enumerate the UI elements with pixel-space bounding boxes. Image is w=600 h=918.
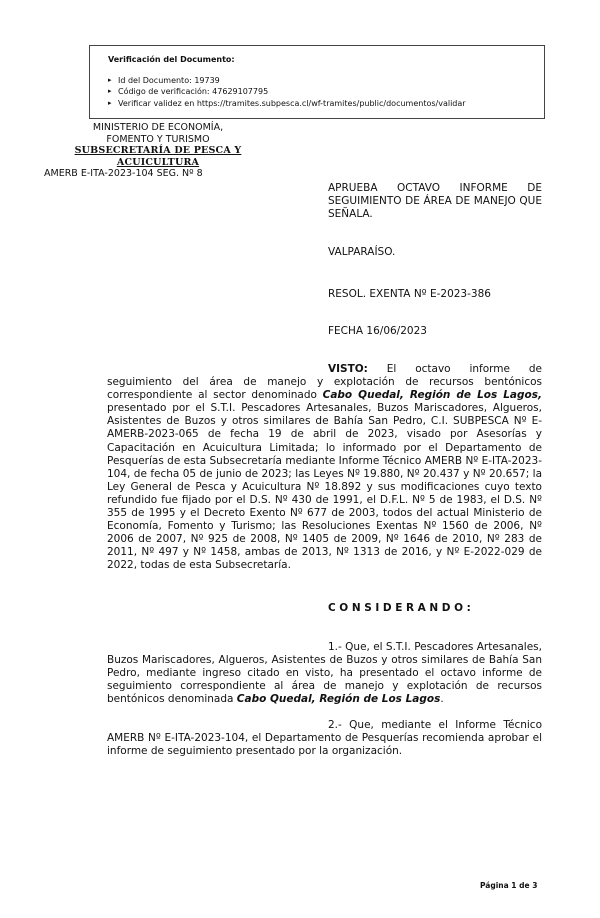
ministry-name: MINISTERIO DE ECONOMÍA, [92, 122, 224, 133]
verification-list [108, 75, 544, 110]
resolution-number: RESOL. EXENTA Nº E-2023-386 [328, 288, 491, 300]
verification-title: Verificación del Documento: [108, 55, 235, 64]
considerando-1 [107, 641, 542, 706]
bullet-icon: ▸ [108, 75, 112, 84]
visto-label: VISTO: [328, 363, 368, 375]
considerando-1-text: 1.- Que, el S.T.I. Pescadores Artesanales, Buzos Mariscadores, Algueros, Asistentes de Buzos y otros similares de Bahía San Pedro, mediante ingreso citado en visto, ha presentado el octavo informe de seguimiento correspondiente al área de manejo y explotación de recursos bentónicos denominada [107, 641, 542, 706]
visto-text-2: presentado por el S.T.I. Pescadores Artesanales, Buzos Mariscadores, Algueros, Asistentes de Buzos y otros similares de Bahía San Pedro, C.I. SUBPESCA Nº E-AMERB-2023-065 de fecha 19 de abril de 2023, visado por Asesorías y Capacitación en Acuicultura Limitada; lo informado por el Departamento de Pesquerías de esta Subsecretaría mediante Informe Técnico AMERB Nº E-ITA-2023-104, de fecha 05 de junio de 2023; las Leyes Nº 19.880, Nº 20.437 y Nº 20.657; la Ley General de Pesca y Acuicultura Nº 18.892 y sus modificaciones cuyo texto refundido fue fijado por el D.S. Nº 430 de 1991, el D.F.L. Nº 5 de 1983, el D.S. Nº 355 de 1995 y el Decreto Exento Nº 677 de 2003, todos del actual Ministerio de Economía, Fomento y Turismo; las Resoluciones Exentas Nº 1560 de 2006, Nº 2006 de 2007, Nº 925 de 2008, Nº 1405 de 2009, Nº 1646 de 2010, Nº 283 de 2011, Nº 497 y Nº 1458, ambas de 2013, Nº 1313 de 2016, y Nº E-2022-029 de 2022, todas de esta Subsecretaría. [107, 402, 542, 572]
amerb-reference: AMERB E-ITA-2023-104 SEG. Nº 8 [44, 168, 203, 179]
document-subject: APRUEBA OCTAVO INFORME DE SEGUIMIENTO DE ÁREA DE MANEJO QUE SEÑALA. [328, 182, 542, 220]
resolution-date: FECHA 16/06/2023 [328, 325, 427, 337]
verification-item [108, 86, 544, 98]
ministry-name-line2: FOMENTO Y TURISMO [106, 133, 210, 145]
verification-item [108, 98, 544, 110]
considerando-heading: CONSIDERANDO: [328, 602, 475, 614]
considerando-1-sector: Cabo Quedal, Región de Los Lagos [236, 693, 441, 706]
bullet-icon: ▸ [108, 98, 112, 107]
verification-code: Código de verificación: 47629107795 [118, 87, 269, 96]
visto-sector: Cabo Quedal, Región de Los Lagos, [322, 389, 542, 402]
visto-paragraph [107, 363, 542, 573]
verification-item [108, 75, 544, 87]
verification-link[interactable]: Verificar validez en https://tramites.subpesca.cl/wf-tramites/public/documentos/validar [118, 98, 466, 108]
subsecretaria-name: SUBSECRETARÍA DE PESCA Y ACUICULTURA [74, 145, 242, 168]
city: VALPARAÍSO. [328, 246, 396, 258]
document-id: Id del Documento: 19739 [118, 75, 220, 85]
considerando-1-end: . [440, 693, 444, 706]
bullet-icon: ▸ [108, 87, 112, 95]
considerando-2: 2.- Que, mediante el Informe Técnico AMERB Nº E-ITA-2023-104, el Departamento de Pesquerías recomienda aprobar el informe de seguimiento presentado por la organización. [107, 719, 542, 758]
verification-box [89, 45, 545, 119]
page-number: Página 1 de 3 [480, 881, 538, 890]
visto-text-1: El octavo informe de seguimiento del área de manejo y explotación de recursos bentónicos correspondiente al sector denominado [107, 363, 542, 402]
ministry-header [38, 122, 278, 180]
